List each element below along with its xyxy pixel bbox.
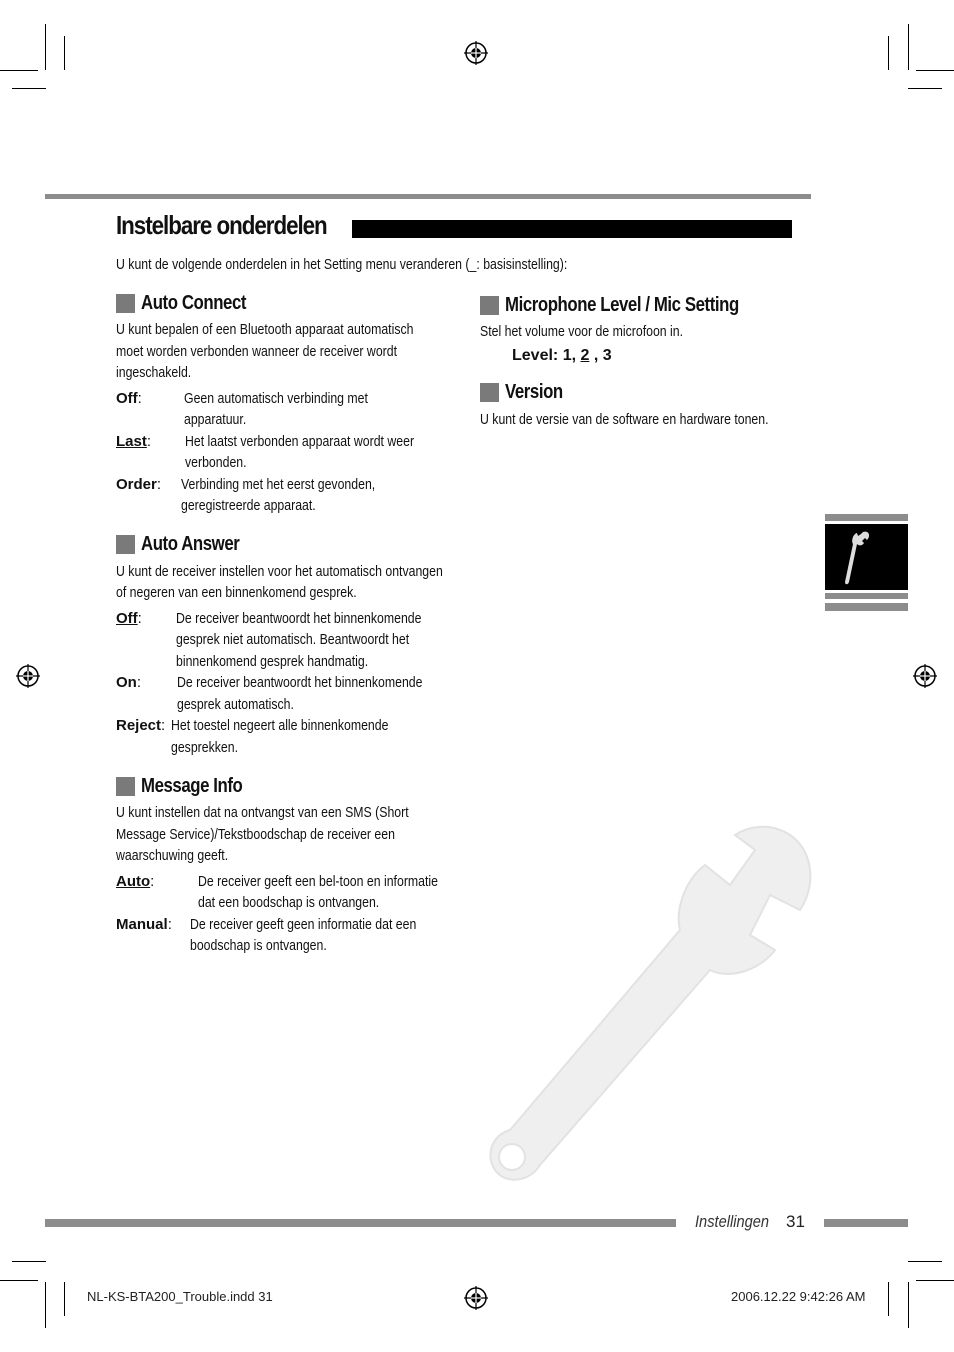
section-description: U kunt de versie van de software en hardware tonen. bbox=[480, 410, 769, 428]
crop-mark bbox=[908, 88, 942, 89]
crop-mark bbox=[908, 1261, 942, 1262]
section-marker bbox=[480, 383, 499, 402]
level-value-default: 2 bbox=[580, 346, 590, 364]
left-column bbox=[116, 291, 516, 973]
footer-section-name: Instellingen bbox=[695, 1212, 769, 1231]
option-text: De receiver geeft geen informatie dat een boodschap is ontvangen. bbox=[189, 915, 417, 954]
registration-mark-icon bbox=[464, 41, 488, 65]
section-marker bbox=[116, 294, 135, 313]
crop-mark bbox=[916, 1280, 954, 1281]
section-microphone-level bbox=[480, 293, 810, 365]
sidetab-rule bbox=[825, 593, 908, 599]
section-marker bbox=[116, 777, 135, 796]
section-auto-answer bbox=[116, 533, 516, 759]
option-row: Manual : De receiver geeft geen informatie dat een boodschap is ontvangen. bbox=[116, 914, 516, 957]
option-key: Off bbox=[116, 389, 138, 407]
title-bar bbox=[352, 220, 792, 238]
section-description: U kunt instellen dat na ontvangst van een SMS (Short Message Service)/Tekstboodschap de receiver een waarschuwing geeft. bbox=[116, 804, 409, 864]
section-marker bbox=[480, 296, 499, 315]
option-text: Het toestel negeert alle binnenkomende gesprekken. bbox=[171, 717, 389, 756]
crop-mark bbox=[12, 88, 46, 89]
section-description: U kunt bepalen of een Bluetooth apparaat automatisch moet worden verbonden wanneer de receiver wordt ingeschakeld. bbox=[116, 321, 414, 381]
slug-timestamp: 2006.12.22 9:42:26 AM bbox=[731, 1289, 866, 1304]
option-row: Order : Verbinding met het eerst gevonden, geregistreerde apparaat. bbox=[116, 474, 516, 517]
crop-mark bbox=[0, 1280, 38, 1281]
crop-mark bbox=[45, 24, 46, 70]
footer-rule bbox=[824, 1219, 908, 1227]
sidetab bbox=[825, 524, 908, 590]
section-description: Stel het volume voor de microfoon in. bbox=[480, 323, 684, 340]
right-column bbox=[480, 293, 810, 446]
crop-mark bbox=[45, 1282, 46, 1328]
wrench-illustration-icon bbox=[480, 820, 820, 1200]
wrench-icon bbox=[825, 524, 908, 590]
option-row: Off : Geen automatisch verbinding met apparatuur. bbox=[116, 388, 516, 431]
registration-mark-icon bbox=[913, 664, 937, 688]
level-options: Level: 1, 2 , 3 bbox=[512, 346, 612, 364]
registration-mark-icon bbox=[16, 664, 40, 688]
sidetab-rule bbox=[825, 603, 908, 611]
section-title: Message Info bbox=[141, 774, 243, 797]
option-row: Auto : De receiver geeft een bel-toon en informatie dat een boodschap is ontvangen. bbox=[116, 871, 516, 914]
option-text: De receiver beantwoordt het binnenkomende gesprek automatisch. bbox=[176, 674, 423, 713]
option-row: On : De receiver beantwoordt het binnenkomende gesprek automatisch. bbox=[116, 672, 516, 715]
section-auto-connect bbox=[116, 291, 516, 517]
level-value: 3 bbox=[602, 346, 612, 364]
option-row: Last : Het laatst verbonden apparaat wordt weer verbonden. bbox=[116, 431, 516, 474]
crop-mark bbox=[888, 36, 889, 70]
crop-mark bbox=[916, 70, 954, 71]
option-text: De receiver beantwoordt het binnenkomende gesprek niet automatisch. Beantwoordt het binnenkomend gesprek handmatig. bbox=[175, 609, 422, 670]
section-title: Auto Connect bbox=[141, 291, 247, 314]
option-text: Het laatst verbonden apparaat wordt weer verbonden. bbox=[184, 432, 414, 471]
page-title: Instelbare onderdelen bbox=[116, 210, 327, 240]
crop-mark bbox=[12, 1261, 46, 1262]
option-text: De receiver geeft een bel-toon en informatie dat een boodschap is ontvangen. bbox=[198, 872, 439, 911]
sidetab-rule bbox=[825, 514, 908, 521]
option-text: Geen automatisch verbinding met apparatuur. bbox=[183, 389, 368, 428]
registration-mark-icon bbox=[464, 1286, 488, 1310]
section-title: Version bbox=[505, 381, 563, 403]
option-key: Manual bbox=[116, 915, 168, 933]
section-marker bbox=[116, 535, 135, 554]
option-text: Verbinding met het eerst gevonden, geregistreerde apparaat. bbox=[180, 475, 376, 514]
option-row: Reject : Het toestel negeert alle binnenkomende gesprekken. bbox=[116, 715, 516, 758]
option-key: Reject bbox=[116, 717, 162, 734]
option-key: Order bbox=[116, 475, 157, 493]
page-number: 31 bbox=[786, 1212, 805, 1231]
section-version bbox=[480, 381, 810, 431]
crop-mark bbox=[0, 70, 38, 71]
section-description: U kunt de receiver instellen voor het automatisch ontvangen of negeren van een binnenkomend gesprek. bbox=[116, 562, 443, 601]
crop-mark bbox=[888, 1282, 889, 1316]
crop-mark bbox=[64, 36, 65, 70]
level-label: Level bbox=[512, 346, 553, 364]
section-title: Auto Answer bbox=[141, 533, 240, 555]
intro-text: U kunt de volgende onderdelen in het Setting menu veranderen (_: basisinstelling): bbox=[116, 256, 568, 273]
crop-mark bbox=[908, 1282, 909, 1328]
footer-rule bbox=[45, 1219, 676, 1227]
crop-mark bbox=[64, 1282, 65, 1316]
option-key: Off bbox=[116, 609, 138, 627]
option-key: Last bbox=[116, 432, 147, 450]
crop-mark bbox=[908, 24, 909, 70]
level-value: 1 bbox=[562, 346, 572, 364]
option-row: Off : De receiver beantwoordt het binnenkomende gesprek niet automatisch. Beantwoordt het binnenkomend gesprek handmatig. bbox=[116, 608, 516, 673]
option-key: On bbox=[116, 674, 137, 691]
section-message-info bbox=[116, 774, 516, 957]
section-title: Microphone Level / Mic Setting bbox=[505, 293, 739, 316]
slug-file: NL-KS-BTA200_Trouble.indd 31 bbox=[87, 1289, 273, 1304]
option-key: Auto bbox=[116, 872, 151, 890]
header-rule bbox=[45, 194, 811, 199]
